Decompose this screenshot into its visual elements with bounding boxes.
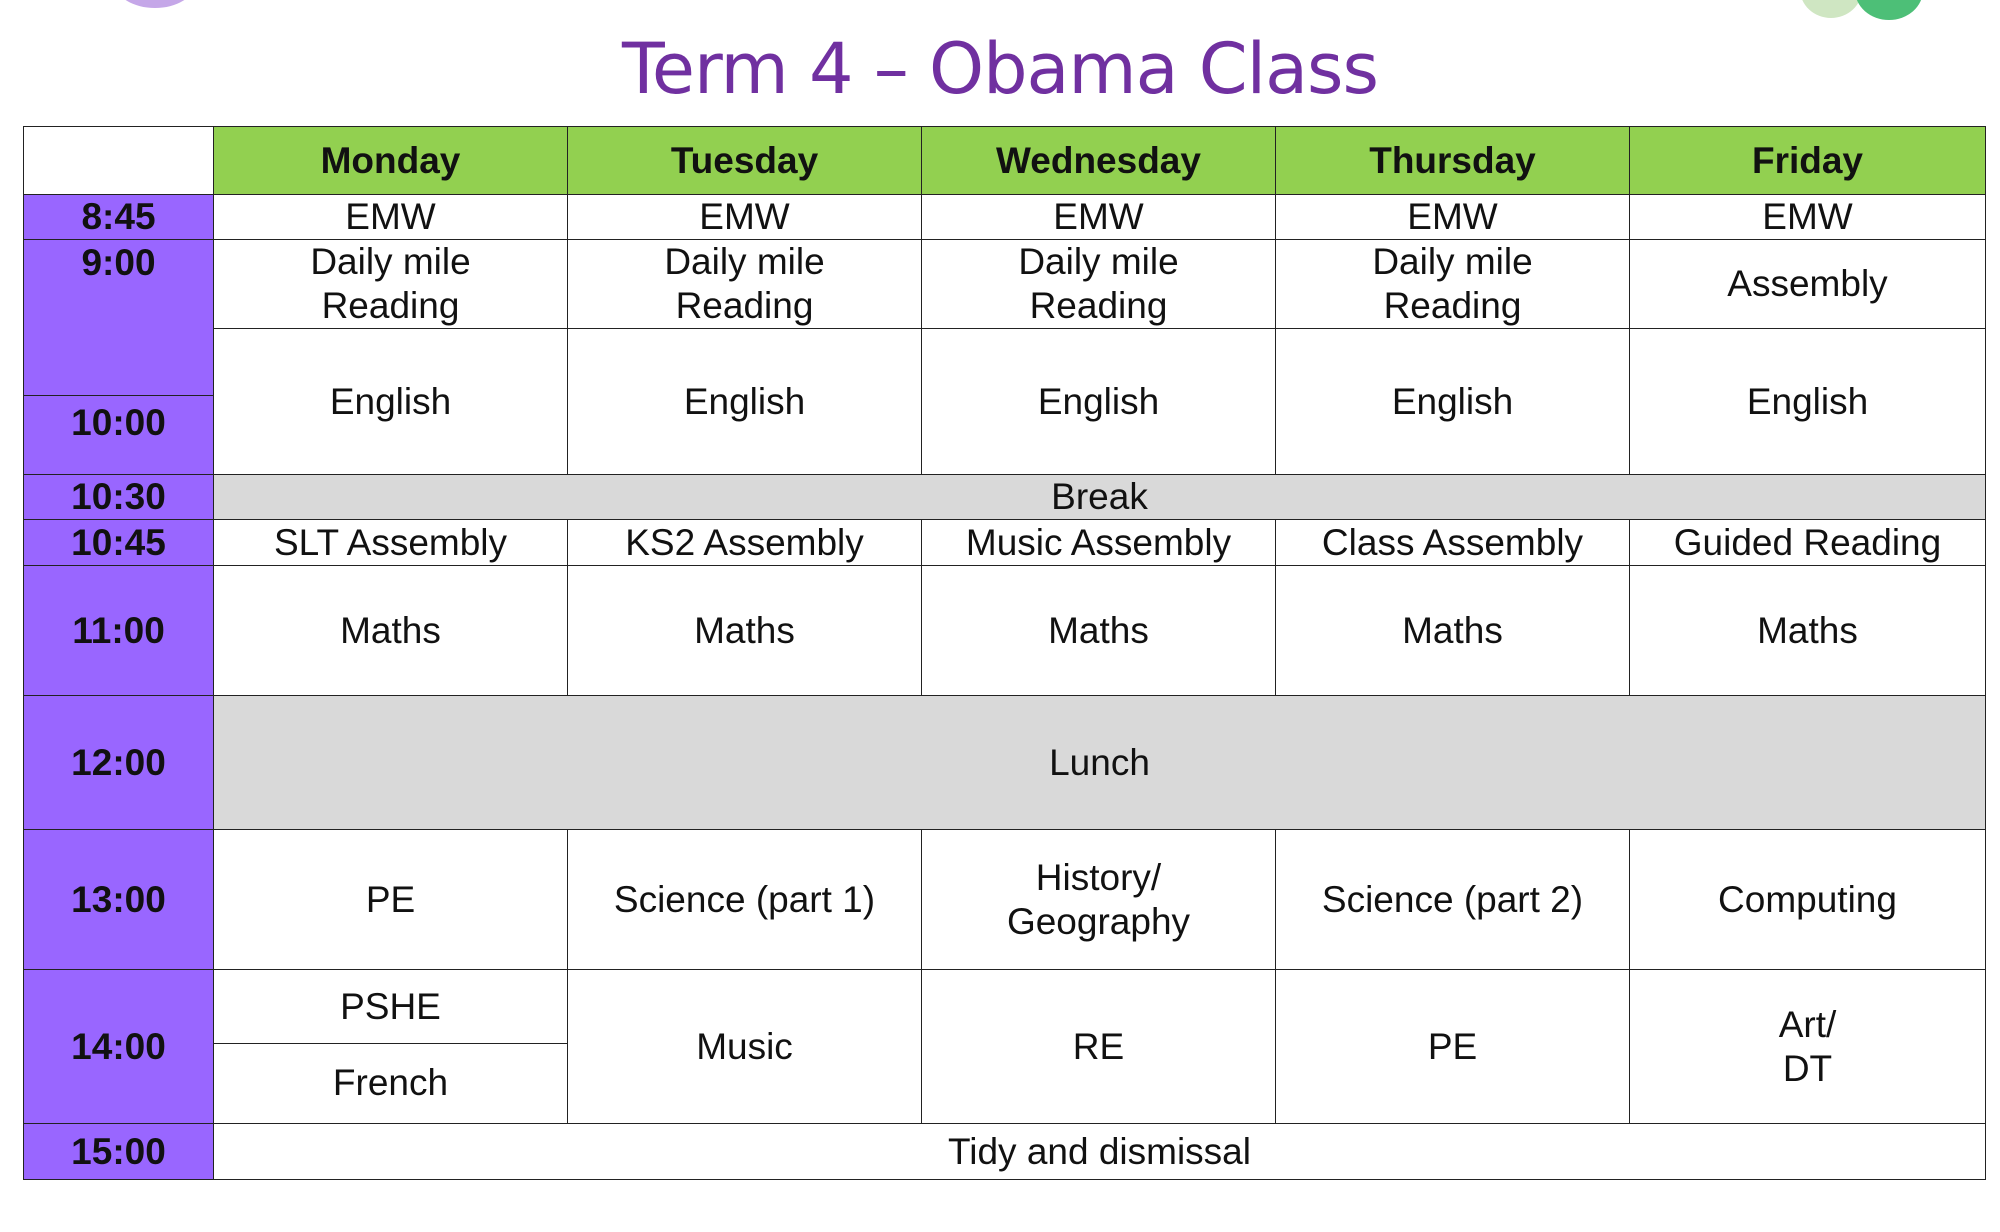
row-0845	[24, 195, 1986, 240]
break-cell: Break	[214, 475, 1986, 520]
row-1500	[24, 1124, 1986, 1180]
logo-decoration-right-a	[1800, 0, 1862, 18]
cell-fri-assembly: Guided Reading	[1630, 520, 1986, 566]
cell-fri-pm2: Art/ DT	[1630, 970, 1986, 1124]
day-header-thursday: Thursday	[1276, 127, 1630, 195]
corner-cell	[24, 127, 214, 195]
cell-fri-pm1: Computing	[1630, 830, 1986, 970]
time-1300: 13:00	[24, 830, 214, 970]
time-1030: 10:30	[24, 475, 214, 520]
cell-mon-pm1: PE	[214, 830, 568, 970]
row-1400	[24, 970, 1986, 1124]
day-header-monday: Monday	[214, 127, 568, 195]
cell-fri-english: English	[1630, 329, 1986, 475]
row-0900	[24, 240, 1986, 329]
cell-tue-pm2: Music	[568, 970, 922, 1124]
cell-mon-maths: Maths	[214, 566, 568, 696]
cell-thu-english: English	[1276, 329, 1630, 475]
cell-tue-emw: EMW	[568, 195, 922, 240]
time-1200: 12:00	[24, 696, 214, 830]
cell-tue-early: Daily mile Reading	[568, 240, 922, 329]
cell-wed-early: Daily mile Reading	[922, 240, 1276, 329]
timetable	[23, 126, 1986, 1180]
cell-tue-maths: Maths	[568, 566, 922, 696]
cell-mon-pm2	[214, 970, 568, 1124]
cell-thu-assembly: Class Assembly	[1276, 520, 1630, 566]
lunch-cell: Lunch	[214, 696, 1986, 830]
dismissal-cell: Tidy and dismissal	[214, 1124, 1986, 1180]
page-title: Term 4 – Obama Class	[622, 28, 1378, 110]
cell-thu-pm1: Science (part 2)	[1276, 830, 1630, 970]
cell-mon-english: English	[214, 329, 568, 475]
day-header-tuesday: Tuesday	[568, 127, 922, 195]
cell-mon-pshe: PSHE	[214, 971, 567, 1044]
cell-tue-english: English	[568, 329, 922, 475]
cell-fri-emw: EMW	[1630, 195, 1986, 240]
time-1400: 14:00	[24, 970, 214, 1124]
cell-thu-pm2: PE	[1276, 970, 1630, 1124]
day-header-wednesday: Wednesday	[922, 127, 1276, 195]
cell-wed-english: English	[922, 329, 1276, 475]
row-1030	[24, 475, 1986, 520]
time-1500: 15:00	[24, 1124, 214, 1180]
time-1100: 11:00	[24, 566, 214, 696]
time-0900-1000	[24, 240, 214, 475]
cell-wed-emw: EMW	[922, 195, 1276, 240]
time-1000: 10:00	[71, 402, 166, 443]
row-1045	[24, 520, 1986, 566]
cell-wed-assembly: Music Assembly	[922, 520, 1276, 566]
logo-decoration-left	[115, 0, 195, 8]
cell-mon-emw: EMW	[214, 195, 568, 240]
row-english	[24, 329, 1986, 475]
cell-tue-pm1: Science (part 1)	[568, 830, 922, 970]
row-1300	[24, 830, 1986, 970]
cell-mon-early: Daily mile Reading	[214, 240, 568, 329]
cell-tue-assembly: KS2 Assembly	[568, 520, 922, 566]
time-1045: 10:45	[24, 520, 214, 566]
cell-wed-pm2: RE	[922, 970, 1276, 1124]
row-1100	[24, 566, 1986, 696]
time-0845: 8:45	[24, 195, 214, 240]
cell-wed-maths: Maths	[922, 566, 1276, 696]
day-header-friday: Friday	[1630, 127, 1986, 195]
cell-mon-french: French	[332, 1061, 449, 1103]
cell-fri-maths: Maths	[1630, 566, 1986, 696]
cell-wed-pm1: History/ Geography	[922, 830, 1276, 970]
cell-mon-assembly: SLT Assembly	[214, 520, 568, 566]
logo-decoration-right-b	[1855, 0, 1923, 20]
row-1200	[24, 696, 1986, 830]
cell-fri-early: Assembly	[1630, 240, 1986, 329]
time-0900: 9:00	[81, 242, 156, 283]
cell-thu-emw: EMW	[1276, 195, 1630, 240]
cell-thu-maths: Maths	[1276, 566, 1630, 696]
cell-thu-early: Daily mile Reading	[1276, 240, 1630, 329]
header-row	[24, 127, 1986, 195]
